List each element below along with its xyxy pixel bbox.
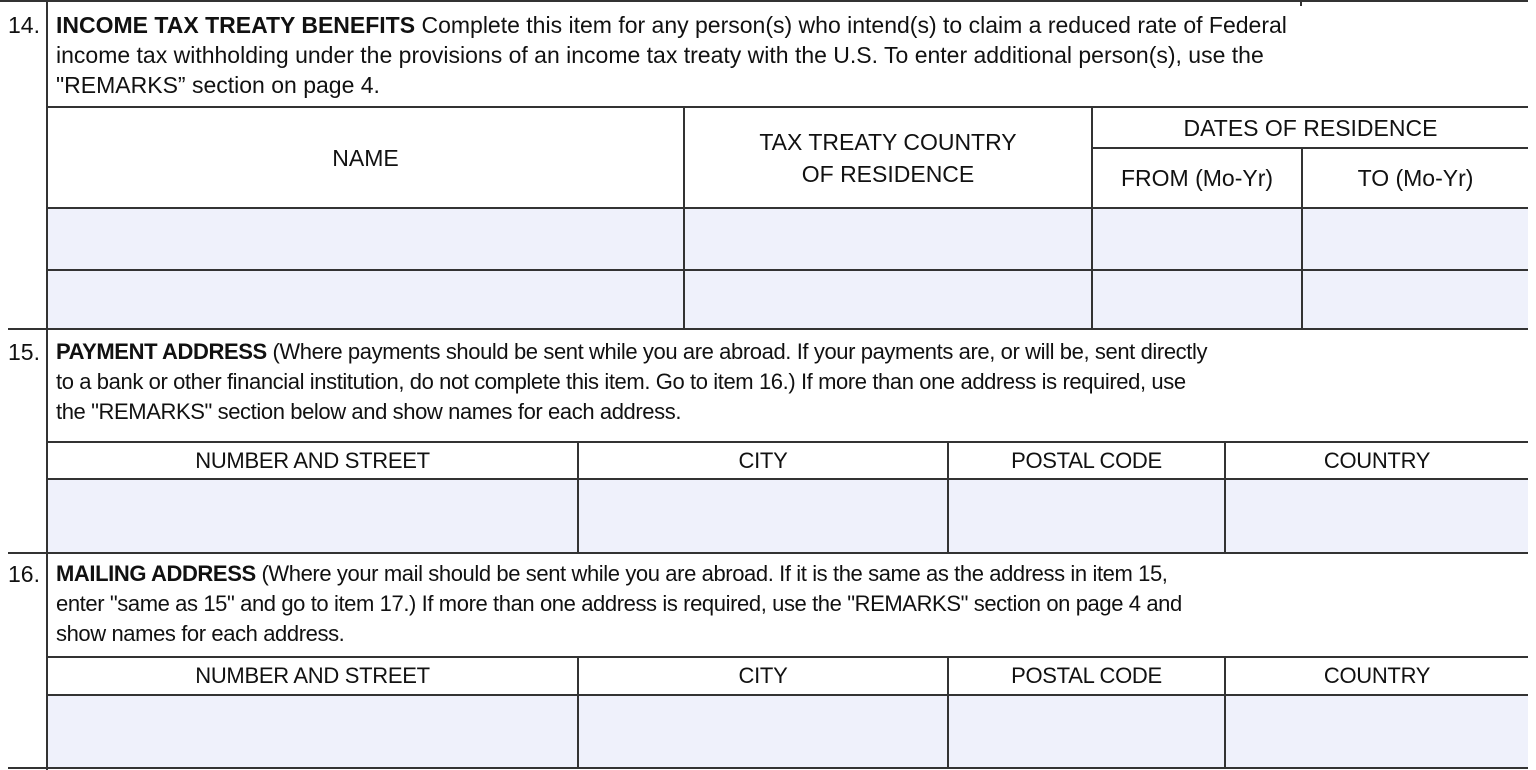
column-header-to: TO (Mo-Yr) <box>1357 165 1474 191</box>
item-15-title: PAYMENT ADDRESS <box>56 339 267 364</box>
top-tick <box>1300 0 1302 6</box>
column-header-dates: DATES OF RESIDENCE <box>1183 114 1438 141</box>
item-14-instructions: INCOME TAX TREATY BENEFITS Complete this item for any person(s) who intend(s) to claim a reduced rate of Federal income tax withholding under the provisions of an income tax treaty with the U.S. To enter additional person(s), use the "REMARKS” section on page 4. <box>56 12 1287 98</box>
mailing-postal-code-input[interactable] <box>949 696 1224 767</box>
column-header-from: FROM (Mo-Yr) <box>1120 165 1274 191</box>
payment-country-input[interactable] <box>1226 480 1528 552</box>
payment-postal-code-input[interactable] <box>949 480 1224 552</box>
item-16-title: MAILING ADDRESS <box>56 561 256 586</box>
column-header-name: NAME <box>332 144 399 171</box>
item-15-number: 15. <box>8 339 40 365</box>
column-header-country: TAX TREATY COUNTRY OF RESIDENCE <box>759 128 1017 187</box>
column-header-city: CITY <box>738 447 788 473</box>
table-15-bottom <box>8 552 1528 554</box>
treaty-name-input-1[interactable] <box>48 209 683 269</box>
column-header-country: COUNTRY <box>1323 663 1431 688</box>
item-16-instructions: MAILING ADDRESS (Where your mail should be sent while you are abroad. If it is the same as the address in item 15, enter "same as 15" and go to item 17.) If more than one address is required, use the "REMARKS" section on page 4 and show names for each address. <box>56 561 1182 646</box>
treaty-name-input-2[interactable] <box>48 271 683 328</box>
treaty-from-input-1[interactable] <box>1093 209 1301 269</box>
item-14-title: INCOME TAX TREATY BENEFITS <box>56 12 416 38</box>
column-header-country: COUNTRY <box>1323 447 1431 473</box>
item-15-instructions: PAYMENT ADDRESS (Where payments should be sent while you are abroad. If your payments are, or will be, sent directly to a bank or other financial institution, do not complete this item. Go to item 16.) If more than one address is required, use the "REMARKS" section below and show names for each address. <box>56 339 1208 424</box>
treaty-country-input-2[interactable] <box>685 271 1091 328</box>
mailing-country-input[interactable] <box>1226 696 1528 767</box>
item-16-number: 16. <box>8 561 40 587</box>
treaty-to-input-1[interactable] <box>1303 209 1528 269</box>
treaty-to-input-2[interactable] <box>1303 271 1528 328</box>
column-header-street: NUMBER AND STREET <box>195 447 430 473</box>
column-header-city: CITY <box>738 663 788 688</box>
payment-street-input[interactable] <box>48 480 577 552</box>
payment-city-input[interactable] <box>579 480 947 552</box>
item-14-number: 14. <box>8 12 40 38</box>
column-header-postal-code: POSTAL CODE <box>1011 663 1162 688</box>
treaty-country-input-1[interactable] <box>685 209 1091 269</box>
mailing-street-input[interactable] <box>48 696 577 767</box>
top-rule <box>0 0 1528 2</box>
mailing-city-input[interactable] <box>579 696 947 767</box>
column-header-postal-code: POSTAL CODE <box>1011 447 1162 473</box>
table-14-bottom <box>8 328 1528 330</box>
column-header-street: NUMBER AND STREET <box>195 663 430 688</box>
treaty-from-input-2[interactable] <box>1093 271 1301 328</box>
table-16-bottom <box>8 767 1528 769</box>
